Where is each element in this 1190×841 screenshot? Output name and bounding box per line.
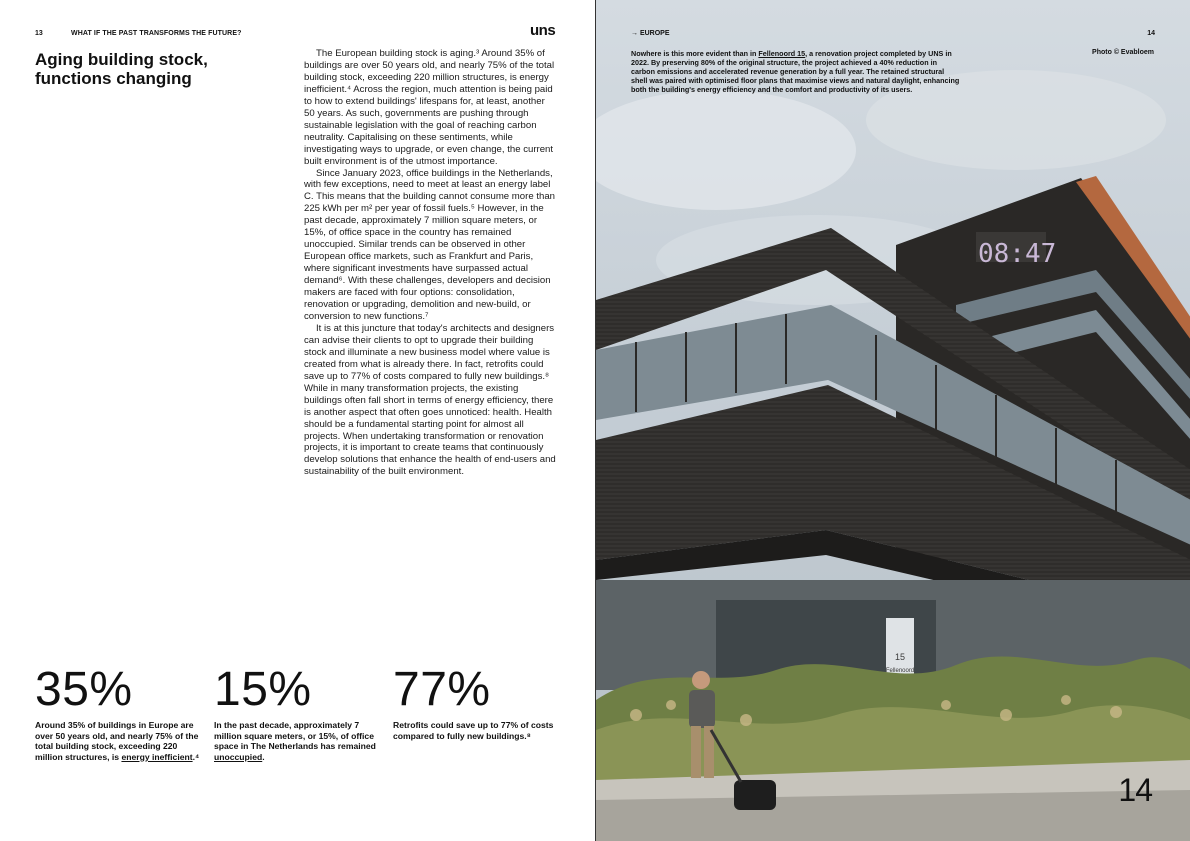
- stat-value: 15%: [214, 663, 312, 716]
- stat-block-35: [35, 664, 200, 762]
- project-caption-text: Nowhere is this more evident than in: [631, 49, 759, 58]
- stat-value: 35%: [35, 663, 133, 716]
- stat-caption-footnote: .⁴: [192, 751, 200, 762]
- big-page-number: 14: [1118, 772, 1152, 808]
- stat-caption: [35, 720, 200, 762]
- body-paragraph: It is at this juncture that today's architects and designers can advise their clients to opt to upgrade their building stock and illuminate a new business model where value is created from what is already there. In fact, retrofits could save up to 77% of costs compared to fully new buildings.⁸ While in many transformation projects, the existing buildings often fall short in terms of energy efficiency, there is another aspect that often goes unnoticed: health. Health should be a fundamental starting point for almost all projects. When undertaking transformation or renovation projects, it is important to create teams that continuously develop solutions that enhance the health of end-users and sustainability of the built environment.: [304, 322, 556, 478]
- project-caption-text: , a renovation project completed by UNS in 2022. By preserving 80% of the original structure, the project achieved a 40% reduction in carbon emissions and accelerated revenue generation by a full year. The retained structural shell was paired with optimised floor plans that maximise views and natural daylight, enhancing both the building's energy efficiency and the comfort and productivity of its users.: [631, 49, 960, 95]
- photo-clock-display: 08:47: [978, 239, 1057, 269]
- right-page: [595, 0, 1190, 841]
- body-paragraph: Since January 2023, office buildings in the Netherlands, with few exceptions, need to meet at least an energy label C. This means that the building cannot consume more than 225 kWh per m² per year of fossil fuels.⁵ However, in the past decade, approximately 7 million square meters, or 15%, of office space in the country has remained unoccupied. Similar trends can be observed in other European office markets, such as Frankfurt and Paris, where significant investments have surpassed actual demand⁶. With these challenges, developers and decision makers are faced with four options: consolidation, renovation or upgrading, demolition and new-build, or conversion to new functions.⁷: [304, 167, 556, 322]
- uns-logo: uns: [530, 22, 556, 39]
- section-label: → EUROPE: [631, 30, 670, 37]
- stat-caption-text: Around 35% of buildings in Europe are over 50 years old, and nearly 75% of the total building stock, exceeding 220 million structures, is: [35, 720, 199, 762]
- page-number: 14: [1147, 30, 1155, 37]
- page-number: 13: [35, 30, 43, 37]
- section-heading: Aging building stock, functions changing: [35, 50, 208, 88]
- body-paragraph: The European building stock is aging.³ Around 35% of buildings are over 50 years old, and nearly 75% of the total building stock, exceeding 220 million structures, is energy inefficient.⁴ Across the region, much attention is being paid to how to extend buildings' lifespans for, at least, another 50 years. As such, governments are pushing through sustainable legislation with the goal of reaching carbon neutrality. Capitalising on these sentiments, while investigating ways to upgrade, or even change, the current built environment is of the utmost importance.: [304, 48, 555, 167]
- stat-caption: [214, 720, 379, 762]
- energy-inefficient-link[interactable]: energy inefficient: [121, 751, 193, 762]
- stat-caption-text: In the past decade, approximately 7 million square meters, or 15%, of office space in The Netherlands has remained: [214, 720, 376, 752]
- stat-caption-text: Retrofits could save up to 77% of costs compared to fully new buildings.⁸: [393, 720, 554, 741]
- stat-caption: [393, 720, 558, 741]
- project-caption: [631, 49, 961, 94]
- stat-value: 77%: [393, 663, 491, 716]
- running-title: WHAT IF THE PAST TRANSFORMS THE FUTURE?: [71, 30, 242, 37]
- photo-sign-text: Fellenoord: [885, 668, 915, 674]
- stat-caption-footnote: .: [262, 751, 265, 762]
- body-text-column: [304, 48, 556, 478]
- stat-block-15: [214, 664, 379, 762]
- photo-credit: Photo © Evabloem: [1092, 49, 1154, 56]
- unoccupied-link[interactable]: unoccupied: [214, 751, 263, 762]
- photo-sign-number: 15: [894, 652, 906, 662]
- building-photo: [596, 0, 1190, 841]
- stat-block-77: [393, 664, 558, 741]
- fellenoord-link[interactable]: Fellenoord 15: [758, 49, 806, 58]
